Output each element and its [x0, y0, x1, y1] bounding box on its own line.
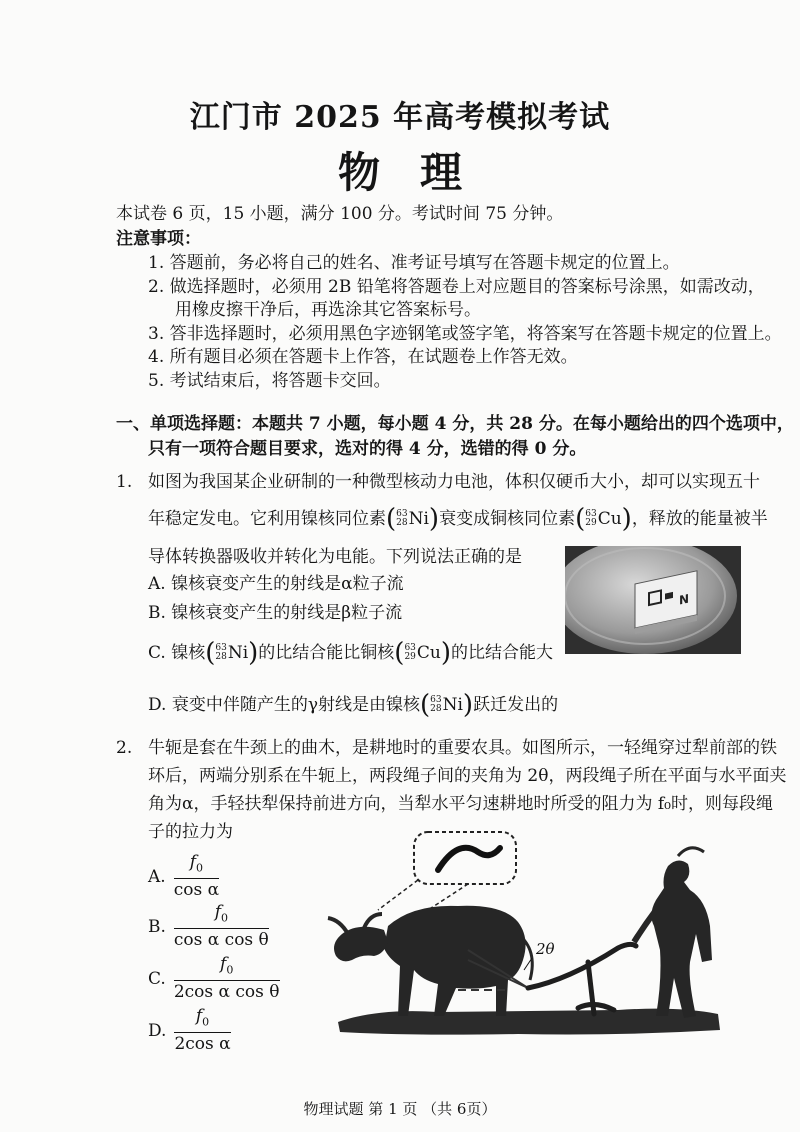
copper-isotope: [575, 506, 632, 532]
mass-number: 63: [215, 643, 227, 653]
option-text: C. 镍核: [148, 643, 206, 663]
fraction: [174, 954, 280, 1003]
q2-option-c: [148, 954, 280, 1003]
paren: (: [386, 504, 397, 534]
subscript: 0: [226, 963, 234, 977]
q1-option-c: [148, 640, 553, 666]
q2-option-d: [148, 1006, 231, 1055]
copper-isotope: [394, 640, 451, 666]
isotope-numbers: [585, 510, 596, 528]
mass-number: 63: [396, 509, 408, 519]
subscript: 0: [202, 1015, 210, 1029]
section-heading: 一、单项选择题：本题共 7 小题，每小题 4 分，共 28 分。在每小题给出的四个选项中，: [116, 414, 794, 434]
option-text: 跃迁发出的: [473, 695, 559, 715]
question-number: 1.: [116, 472, 133, 492]
fraction-denominator: cos α cos θ: [173, 930, 269, 951]
notice-item: 3. 答非选择题时，必须用黑色字迹钢笔或签字笔，将答案写在答题卡规定的位置上。: [148, 324, 782, 344]
chip-label: N: [679, 591, 690, 608]
element-symbol: Ni: [442, 695, 463, 715]
paren: (: [420, 690, 431, 720]
mass-number: 63: [430, 695, 442, 705]
q1-stem-line: 导体转换器吸收并转化为电能。下列说法正确的是: [148, 547, 522, 567]
element-symbol: Ni: [408, 509, 429, 529]
notice-heading: 注意事项：: [116, 229, 201, 249]
q2-stem-line: 角为α，手轻扶犁保持前进方向，当犁水平匀速耕地时所受的阻力为 f₀时，则每段绳: [148, 794, 773, 814]
nuclear-battery-photo: [565, 546, 741, 654]
notice-item: 2. 做选择题时，必须用 2B 铅笔将答题卷上对应题目的答案标号涂黑，如需改动，: [148, 277, 765, 297]
exam-intro: 本试卷 6 页，15 小题，满分 100 分。考试时间 75 分钟。: [116, 204, 564, 224]
option-text: D. 衰变中伴随产生的γ射线是由镍核: [148, 695, 420, 715]
force-symbol: f: [195, 1006, 203, 1026]
fraction: [174, 852, 219, 901]
fraction-numerator: [220, 954, 233, 980]
fraction-denominator: 2cos α: [174, 1034, 231, 1055]
paren: ): [248, 638, 259, 668]
paren: (: [575, 504, 586, 534]
q2-option-b: [148, 902, 269, 951]
option-label: C.: [148, 968, 166, 989]
q1-stem-line: [148, 506, 768, 532]
q2-stem-line: 牛轭是套在牛颈上的曲木，是耕地时的重要农具。如图所示，一轻绳穿过犁前部的铁: [148, 738, 777, 758]
farmer-figure: [634, 848, 712, 1018]
nickel-isotope: [386, 506, 439, 532]
question-number: 2.: [116, 738, 133, 758]
paren: ): [428, 504, 440, 534]
atomic-number: 28: [215, 652, 227, 662]
notice-item: 1. 答题前，务必将自己的姓名、准考证号填写在答题卡规定的位置上。: [148, 253, 680, 273]
isotope-numbers: [215, 644, 226, 662]
q1-option-d: [148, 692, 558, 718]
force-symbol: f: [214, 902, 221, 922]
notice-item: 4. 所有题目必须在答题卡上作答，在试题卷上作答无效。: [148, 347, 578, 367]
element-symbol: Ni: [227, 643, 249, 663]
element-symbol: Cu: [597, 509, 622, 529]
mass-number: 63: [585, 509, 597, 519]
fraction: [174, 1006, 230, 1055]
nickel-isotope: [205, 640, 258, 666]
page-footer: 物理试题 第 1 页 （共 6页）: [303, 1100, 497, 1118]
fraction: [174, 902, 269, 951]
option-label: B.: [148, 916, 166, 937]
atomic-number: 28: [430, 704, 442, 714]
paren: (: [394, 638, 405, 668]
notice-item: 用橡皮擦干净后，再选涂其它答案标号。: [175, 300, 481, 320]
q2-stem-line: 环后，两端分别系在牛轭上，两段绳子间的夹角为 2θ，两段绳子所在平面与水平面夹: [148, 766, 787, 786]
paren: ): [440, 638, 452, 668]
paren: (: [205, 638, 216, 668]
angle-label: 2θ: [536, 940, 555, 958]
option-label: A.: [148, 866, 166, 887]
option-label: D.: [148, 1020, 167, 1041]
section-heading-cont: 只有一项符合题目要求，选对的得 4 分，选错的得 0 分。: [148, 439, 587, 459]
isotope-numbers: [396, 510, 407, 528]
q1-option-b: B. 镍核衰变产生的射线是β粒子流: [148, 603, 403, 623]
subscript: 0: [196, 861, 204, 875]
q1-stem-text: ，释放的能量被半: [631, 509, 768, 529]
q2-stem-line: 子的拉力为: [148, 822, 233, 842]
isotope-numbers: [430, 696, 441, 714]
fraction-denominator: 2cos α cos θ: [173, 982, 280, 1003]
option-text: 的比结合能比铜核: [258, 643, 395, 663]
fraction-numerator: [196, 1006, 209, 1032]
isotope-numbers: [404, 644, 415, 662]
fraction-numerator: [190, 852, 203, 878]
q2-option-a: [148, 852, 219, 901]
q1-option-a: A. 镍核衰变产生的射线是α粒子流: [148, 574, 404, 594]
q1-stem-line: 如图为我国某企业研制的一种微型核动力电池，体积仅硬币大小，却可以实现五十: [148, 472, 760, 492]
paren: ): [462, 690, 474, 720]
atomic-number: 28: [396, 518, 408, 528]
yoke-inset: [378, 832, 516, 910]
element-symbol: Cu: [416, 643, 441, 663]
mass-number: 63: [404, 643, 416, 653]
subject-title: 物理: [337, 148, 502, 197]
force-symbol: f: [220, 954, 227, 974]
q1-stem-text: 年稳定发电。它利用镍核同位素: [148, 509, 386, 529]
exam-title: 江门市 2025 年高考模拟考试: [189, 100, 611, 135]
notice-item: 5. 考试结束后，将答题卡交回。: [148, 371, 391, 391]
ox-plough-illustration: [318, 830, 738, 1045]
force-symbol: f: [189, 852, 197, 872]
option-text: 的比结合能大: [451, 643, 554, 663]
atomic-number: 29: [585, 518, 597, 528]
nickel-isotope: [420, 692, 473, 718]
atomic-number: 29: [404, 652, 416, 662]
ox-figure: [328, 906, 532, 1016]
subscript: 0: [221, 911, 228, 925]
paren: ): [621, 504, 632, 534]
fraction-numerator: [215, 902, 228, 928]
q1-stem-text: 衰变成铜核同位素: [439, 509, 576, 529]
fraction-denominator: cos α: [173, 880, 220, 901]
